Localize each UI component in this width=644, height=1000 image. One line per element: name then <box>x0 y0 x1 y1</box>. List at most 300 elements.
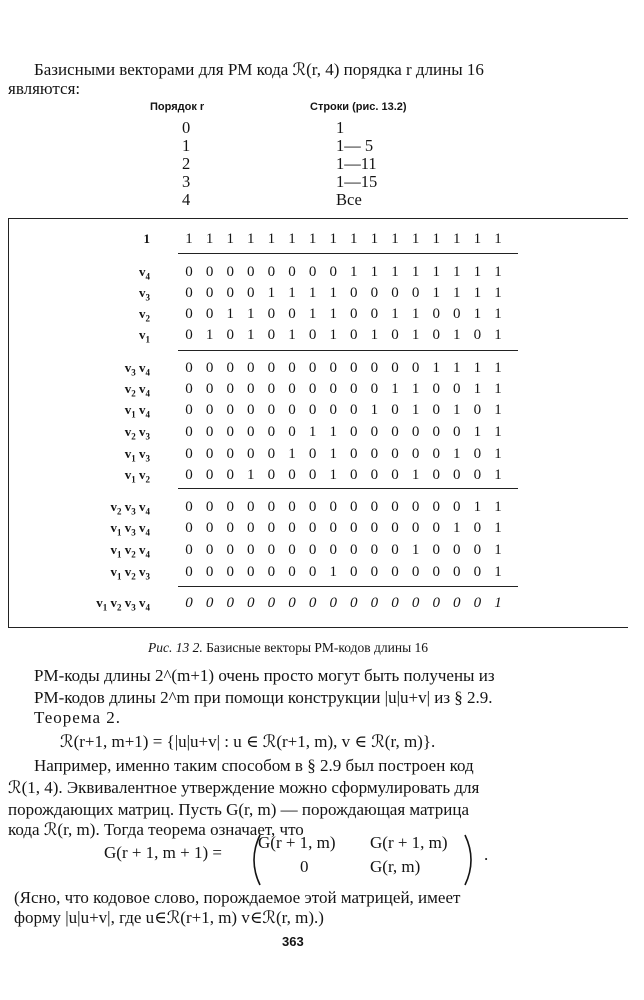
matrix-bit: 1 <box>226 231 234 247</box>
rows-value: 1 <box>336 118 345 137</box>
matrix-bit: 0 <box>329 360 337 376</box>
matrix-bit: 1 <box>308 231 317 247</box>
matrix-bit: 0 <box>185 327 193 343</box>
rows-value: 1— 5 <box>336 136 374 155</box>
matrix-bit: 0 <box>350 446 358 462</box>
matrix-bit: 0 <box>247 381 255 397</box>
matrix-bit: 0 <box>411 520 420 536</box>
matrix-bit: 0 <box>391 564 399 580</box>
matrix-bit: 0 <box>308 446 317 462</box>
matrix-bit: 0 <box>185 402 193 418</box>
matrix-bit: 0 <box>288 424 296 440</box>
matrix-bit: 1 <box>205 231 214 247</box>
matrix-bit: 0 <box>350 306 358 322</box>
matrix-bit: 0 <box>432 381 440 397</box>
matrix-bit: 1 <box>247 306 255 322</box>
matrix-row-label: 1 <box>143 231 150 246</box>
matrix-bit: 1 <box>247 327 255 343</box>
matrix-bit: 0 <box>453 564 461 580</box>
matrix-bit: 0 <box>391 402 399 418</box>
matrix-bit: 0 <box>350 564 358 580</box>
matrix-bit: 1 <box>411 467 420 483</box>
matrix-bit: 0 <box>473 520 482 536</box>
matrix-row-label: $v_1$ $v_2$ $v_4$ <box>110 542 150 560</box>
matrix-bit: 0 <box>411 424 420 440</box>
matrix-bit: 1 <box>329 306 337 322</box>
matrix-bit: 1 <box>494 424 502 440</box>
matrix-bit: 0 <box>473 564 482 580</box>
para1-line2: РМ-кодов длины 2^m при помощи конструкции |u|u+v| из § 2.9. <box>34 688 493 707</box>
matrix-bit: 0 <box>350 542 358 558</box>
matrix-bit: 0 <box>391 424 399 440</box>
matrix-bit: 0 <box>205 306 214 322</box>
matrix-bit: 0 <box>370 306 379 322</box>
matrix-bit: 1 <box>288 285 296 301</box>
matrix-bit: 0 <box>473 327 482 343</box>
matrix-bit: 1 <box>494 564 502 580</box>
matrix-bit: 1 <box>453 264 461 280</box>
matrix-bit: 0 <box>391 327 399 343</box>
matrix-bit: 1 <box>329 564 337 580</box>
matrix-bit: 0 <box>391 285 399 301</box>
matrix-bit: 0 <box>267 520 276 536</box>
matrix-bit: 0 <box>288 595 296 611</box>
matrix-row-label: $v_1$ $v_2$ $v_3$ $v_4$ <box>96 595 150 613</box>
matrix-bit: 0 <box>308 327 317 343</box>
matrix-bit: 1 <box>432 285 440 301</box>
matrix-bit: 1 <box>473 360 482 376</box>
matrix-bit: 0 <box>185 595 193 611</box>
matrix-bit: 0 <box>267 306 276 322</box>
matrix-bit: 1 <box>308 285 317 301</box>
para3-line2: форму |u|u+v|, где u∈ℛ(r+1, m) v∈ℛ(r, m).) <box>14 908 324 927</box>
matrix-bit: 1 <box>308 306 317 322</box>
matrix-bit: 0 <box>329 499 337 515</box>
matrix-bit: 1 <box>329 285 337 301</box>
frame-top-rule <box>8 218 628 219</box>
matrix-bit: 0 <box>226 499 234 515</box>
intro-line-2: являются: <box>8 79 81 98</box>
matrix-bit: 1 <box>329 231 337 247</box>
matrix-bit: 0 <box>205 595 214 611</box>
matrix-bit: 0 <box>288 381 296 397</box>
order-value: 3 <box>182 172 191 191</box>
matrix-bit: 0 <box>473 446 482 462</box>
matrix-bit: 0 <box>350 467 358 483</box>
rows-value: 1—15 <box>336 172 378 191</box>
matrix-bit: 1 <box>308 424 317 440</box>
order-value: 0 <box>182 118 191 137</box>
frame-bottom-rule <box>8 627 628 628</box>
matrix-bit: 1 <box>226 306 234 322</box>
matrix-bit: 0 <box>288 306 296 322</box>
matrix-bit: 0 <box>288 264 296 280</box>
matrix-bit: 0 <box>226 424 234 440</box>
matrix-bit: 0 <box>391 467 399 483</box>
para3-line1: (Ясно, что кодовое слово, порождаемое этой матрицей, имеет <box>14 888 461 907</box>
matrix-bit: 1 <box>453 231 461 247</box>
matrix-bit: 0 <box>432 499 440 515</box>
matrix-bit: 1 <box>329 327 337 343</box>
matrix-bit: 0 <box>350 381 358 397</box>
matrix-bit: 0 <box>288 520 296 536</box>
matrix-bit: 0 <box>226 446 234 462</box>
para2-line2: ℛ(1, 4). Эквивалентное утверждение можно сформулировать для <box>8 778 480 797</box>
matrix-row-label: $v_1$ $v_2$ $v_3$ <box>110 564 150 582</box>
matrix-bit: 0 <box>370 381 379 397</box>
matrix-bit: 0 <box>267 381 276 397</box>
matrix-bit: 0 <box>453 499 461 515</box>
matrix-bit: 0 <box>205 360 214 376</box>
matrix-bit: 0 <box>411 446 420 462</box>
order-value: 1 <box>182 136 191 155</box>
matrix-bit: 1 <box>494 231 502 247</box>
matrix-bit: 0 <box>226 360 234 376</box>
matrix-bit: 1 <box>391 264 399 280</box>
matrix-bit: 0 <box>370 542 379 558</box>
matrix-bit: 0 <box>267 446 276 462</box>
matrix-bit: 0 <box>308 595 317 611</box>
matrix-bit: 1 <box>185 231 193 247</box>
matrix-bit: 0 <box>391 446 399 462</box>
matrix-bit: 0 <box>267 360 276 376</box>
matrix-bit: 0 <box>473 595 482 611</box>
matrix-bit: 0 <box>370 520 379 536</box>
matrix-bit: 0 <box>205 467 214 483</box>
matrix-bit: 0 <box>185 264 193 280</box>
matrix-bit: 0 <box>350 595 358 611</box>
order-table-header-rows: Строки (рис. 13.2) <box>310 101 407 113</box>
matrix-bit: 1 <box>391 381 399 397</box>
matrix-bit: 0 <box>288 564 296 580</box>
matrix-bit: 1 <box>473 424 482 440</box>
matrix-bit: 0 <box>411 285 420 301</box>
matrix-bit: 0 <box>391 542 399 558</box>
order-value: 2 <box>182 154 191 173</box>
intro-line-1: Базисными векторами для РМ кода ℛ(r, 4) порядка r длины 16 <box>34 60 484 79</box>
matrix-bit: 0 <box>370 446 379 462</box>
matrix-bit: 0 <box>247 360 255 376</box>
matrix-bit: 0 <box>185 446 193 462</box>
matrix-bit: 1 <box>370 327 379 343</box>
para2-line4: кода ℛ(r, m). Тогда теорема означает, что <box>8 820 304 839</box>
matrix-bit: 1 <box>411 542 420 558</box>
group-separator <box>178 488 518 489</box>
matrix-bit: 1 <box>473 264 482 280</box>
matrix-row-label: $v_2$ <box>139 306 150 324</box>
matrix-bit: 1 <box>247 467 255 483</box>
matrix-bit: 0 <box>185 499 193 515</box>
matrix-bit: 0 <box>288 402 296 418</box>
matrix-row-label: $v_3$ <box>139 285 150 303</box>
matrix-bit: 0 <box>247 402 255 418</box>
matrix-bit: 0 <box>453 542 461 558</box>
matrix-bit: 1 <box>494 360 502 376</box>
matrix-bit: 1 <box>494 264 502 280</box>
matrix-bit: 1 <box>453 402 461 418</box>
matrix-bit: 0 <box>185 564 193 580</box>
page-number: 363 <box>282 934 304 949</box>
matrix-bit: 0 <box>432 402 440 418</box>
matrix-bit: 1 <box>267 231 276 247</box>
matrix-bit: 1 <box>432 231 440 247</box>
matrix-bit: 0 <box>185 467 193 483</box>
matrix-bit: 0 <box>329 402 337 418</box>
matrix-row-label: $v_1$ $v_3$ $v_4$ <box>110 520 150 538</box>
matrix-bit: 0 <box>226 542 234 558</box>
caption-prefix: Рис. 13 2. <box>148 640 203 655</box>
eq2-a12: G(r + 1, m) <box>370 833 448 852</box>
rows-value: 1—11 <box>336 154 377 173</box>
matrix-bit: 0 <box>370 285 379 301</box>
matrix-bit: 0 <box>185 381 193 397</box>
matrix-row-label: $v_1$ <box>139 327 150 345</box>
matrix-bit: 1 <box>288 231 296 247</box>
matrix-bit: 0 <box>226 327 234 343</box>
matrix-bit: 0 <box>391 520 399 536</box>
matrix-bit: 1 <box>411 306 420 322</box>
matrix-bit: 0 <box>205 446 214 462</box>
matrix-bit: 0 <box>411 595 420 611</box>
matrix-bit: 1 <box>453 446 461 462</box>
matrix-bit: 1 <box>205 327 214 343</box>
matrix-bit: 0 <box>308 542 317 558</box>
matrix-bit: 0 <box>370 564 379 580</box>
matrix-bit: 0 <box>370 424 379 440</box>
matrix-bit: 0 <box>226 467 234 483</box>
matrix-bit: 0 <box>185 520 193 536</box>
matrix-bit: 0 <box>350 360 358 376</box>
matrix-bit: 1 <box>494 381 502 397</box>
matrix-bit: 0 <box>350 402 358 418</box>
matrix-bit: 1 <box>432 264 440 280</box>
matrix-bit: 1 <box>494 285 502 301</box>
para1-line3: Теорема 2. <box>34 708 122 727</box>
matrix-bit: 0 <box>473 467 482 483</box>
matrix-bit: 0 <box>432 306 440 322</box>
matrix-bit: 0 <box>391 595 399 611</box>
group-separator <box>178 350 518 351</box>
matrix-bit: 0 <box>226 381 234 397</box>
matrix-bit: 1 <box>329 467 337 483</box>
matrix-bit: 0 <box>308 499 317 515</box>
matrix-bit: 0 <box>453 306 461 322</box>
matrix-bit: 0 <box>411 360 420 376</box>
matrix-bit: 0 <box>226 264 234 280</box>
matrix-bit: 1 <box>473 285 482 301</box>
matrix-bit: 0 <box>247 446 255 462</box>
matrix-bit: 0 <box>185 285 193 301</box>
matrix-row-label: $v_2$ $v_3$ <box>124 424 150 442</box>
matrix-bit: 1 <box>494 327 502 343</box>
right-paren-icon <box>463 833 479 887</box>
matrix-bit: 0 <box>205 542 214 558</box>
para2-line3: порождающих матриц. Пусть G(r, m) — порождающая матрица <box>8 800 470 819</box>
matrix-bit: 0 <box>226 564 234 580</box>
matrix-bit: 0 <box>247 424 255 440</box>
matrix-bit: 0 <box>247 285 255 301</box>
matrix-bit: 0 <box>205 499 214 515</box>
matrix-bit: 1 <box>350 231 358 247</box>
matrix-bit: 0 <box>370 467 379 483</box>
matrix-bit: 0 <box>205 285 214 301</box>
matrix-bit: 0 <box>226 595 234 611</box>
matrix-bit: 1 <box>453 520 461 536</box>
matrix-bit: 1 <box>473 306 482 322</box>
matrix-bit: 0 <box>432 542 440 558</box>
matrix-bit: 1 <box>350 264 358 280</box>
matrix-bit: 1 <box>453 360 461 376</box>
matrix-bit: 0 <box>370 595 379 611</box>
matrix-bit: 1 <box>329 446 337 462</box>
matrix-bit: 1 <box>432 360 440 376</box>
matrix-bit: 0 <box>453 595 461 611</box>
matrix-row-label: $v_1$ $v_3$ <box>124 446 150 464</box>
matrix-bit: 1 <box>370 402 379 418</box>
matrix-bit: 0 <box>308 381 317 397</box>
matrix-bit: 0 <box>288 467 296 483</box>
matrix-row-label: $v_2$ $v_3$ $v_4$ <box>110 499 150 517</box>
matrix-bit: 0 <box>432 520 440 536</box>
eq2-lhs: G(r + 1, m + 1) = <box>104 843 222 862</box>
matrix-bit: 0 <box>247 564 255 580</box>
matrix-bit: 0 <box>226 402 234 418</box>
caption-text: Базисные векторы РМ-кодов длины 16 <box>206 640 429 655</box>
matrix-bit: 0 <box>308 360 317 376</box>
matrix-bit: 1 <box>494 306 502 322</box>
matrix-bit: 0 <box>288 360 296 376</box>
matrix-bit: 0 <box>370 499 379 515</box>
matrix-bit: 1 <box>494 520 502 536</box>
matrix-bit: 1 <box>473 231 482 247</box>
matrix-bit: 1 <box>288 327 296 343</box>
order-value: 4 <box>182 190 191 209</box>
matrix-bit: 1 <box>391 231 399 247</box>
matrix-bit: 0 <box>267 595 276 611</box>
matrix-bit: 0 <box>432 327 440 343</box>
matrix-bit: 0 <box>391 499 399 515</box>
matrix-bit: 0 <box>267 264 276 280</box>
matrix-bit: 0 <box>267 564 276 580</box>
matrix-bit: 1 <box>494 467 502 483</box>
matrix-bit: 0 <box>411 564 420 580</box>
para2-line1: Например, именно таким способом в § 2.9 был построен код <box>34 756 474 775</box>
matrix-bit: 0 <box>308 467 317 483</box>
matrix-bit: 0 <box>453 424 461 440</box>
matrix-bit: 0 <box>185 306 193 322</box>
matrix-bit: 0 <box>473 402 482 418</box>
matrix-row-label: $v_1$ $v_4$ <box>124 402 150 420</box>
matrix-bit: 0 <box>329 542 337 558</box>
matrix-bit: 0 <box>308 402 317 418</box>
matrix-bit: 0 <box>329 520 337 536</box>
eq2-tail: . <box>484 845 489 864</box>
matrix-bit: 0 <box>308 564 317 580</box>
matrix-bit: 0 <box>473 542 482 558</box>
matrix-bit: 1 <box>329 424 337 440</box>
matrix-bit: 1 <box>453 327 461 343</box>
matrix-bit: 0 <box>350 285 358 301</box>
matrix-bit: 1 <box>494 402 502 418</box>
matrix-bit: 1 <box>288 446 296 462</box>
matrix-bit: 0 <box>288 542 296 558</box>
matrix-bit: 1 <box>411 231 420 247</box>
matrix-bit: 1 <box>411 402 420 418</box>
matrix-row-label: $v_2$ $v_4$ <box>124 381 150 399</box>
matrix-bit: 0 <box>205 564 214 580</box>
matrix-bit: 0 <box>247 595 255 611</box>
matrix-bit: 0 <box>205 520 214 536</box>
eq2-a21: 0 <box>300 857 309 876</box>
matrix-bit: 0 <box>453 467 461 483</box>
matrix-bit: 0 <box>205 264 214 280</box>
matrix-bit: 0 <box>267 402 276 418</box>
matrix-bit: 0 <box>267 327 276 343</box>
matrix-bit: 0 <box>185 424 193 440</box>
matrix-bit: 0 <box>350 424 358 440</box>
matrix-row-label: $v_4$ <box>139 264 150 282</box>
matrix-bit: 1 <box>494 542 502 558</box>
matrix-bit: 0 <box>205 381 214 397</box>
matrix-bit: 1 <box>391 306 399 322</box>
matrix-bit: 0 <box>288 499 296 515</box>
matrix-bit: 1 <box>473 499 482 515</box>
matrix-bit: 1 <box>370 231 379 247</box>
matrix-bit: 0 <box>329 264 337 280</box>
group-separator <box>178 253 518 254</box>
equation-theorem: ℛ(r+1, m+1) = {|u|u+v| : u ∈ ℛ(r+1, m), v ∈ ℛ(r, m)}. <box>60 732 436 751</box>
matrix-row-label: $v_3$ $v_4$ <box>124 360 150 378</box>
matrix-bit: 0 <box>226 285 234 301</box>
matrix-bit: 0 <box>247 542 255 558</box>
matrix-bit: 0 <box>308 264 317 280</box>
matrix-bit: 0 <box>350 327 358 343</box>
matrix-bit: 0 <box>453 381 461 397</box>
eq2-a11: G(r + 1, m) <box>258 833 336 852</box>
matrix-row-label: $v_1$ $v_2$ <box>124 467 150 485</box>
matrix-bit: 1 <box>247 231 255 247</box>
matrix-bit: 0 <box>411 499 420 515</box>
matrix-bit: 0 <box>391 360 399 376</box>
matrix-bit: 1 <box>453 285 461 301</box>
matrix-bit: 0 <box>350 520 358 536</box>
matrix-bit: 0 <box>267 499 276 515</box>
figure-caption <box>148 640 428 656</box>
matrix-bit: 1 <box>411 381 420 397</box>
matrix-bit: 0 <box>267 542 276 558</box>
order-table-header-order: Порядок r <box>150 101 205 113</box>
eq2-a22: G(r, m) <box>370 857 421 876</box>
matrix-bit: 0 <box>308 520 317 536</box>
rows-value: Все <box>336 190 362 209</box>
matrix-bit: 0 <box>329 595 337 611</box>
matrix-bit: 0 <box>247 264 255 280</box>
matrix-bit: 1 <box>267 285 276 301</box>
matrix-bit: 0 <box>370 360 379 376</box>
matrix-bit: 0 <box>226 520 234 536</box>
matrix-bit: 1 <box>494 446 502 462</box>
matrix-bit: 1 <box>411 327 420 343</box>
matrix-bit: 0 <box>247 499 255 515</box>
para1-line1: РМ-коды длины 2^(m+1) очень просто могут быть получены из <box>34 666 495 685</box>
matrix-bit: 0 <box>329 381 337 397</box>
matrix-bit: 0 <box>432 595 440 611</box>
matrix-bit: 0 <box>185 360 193 376</box>
matrix-bit: 1 <box>370 264 379 280</box>
matrix-bit: 0 <box>267 467 276 483</box>
matrix-bit: 0 <box>432 446 440 462</box>
matrix-bit: 0 <box>247 520 255 536</box>
